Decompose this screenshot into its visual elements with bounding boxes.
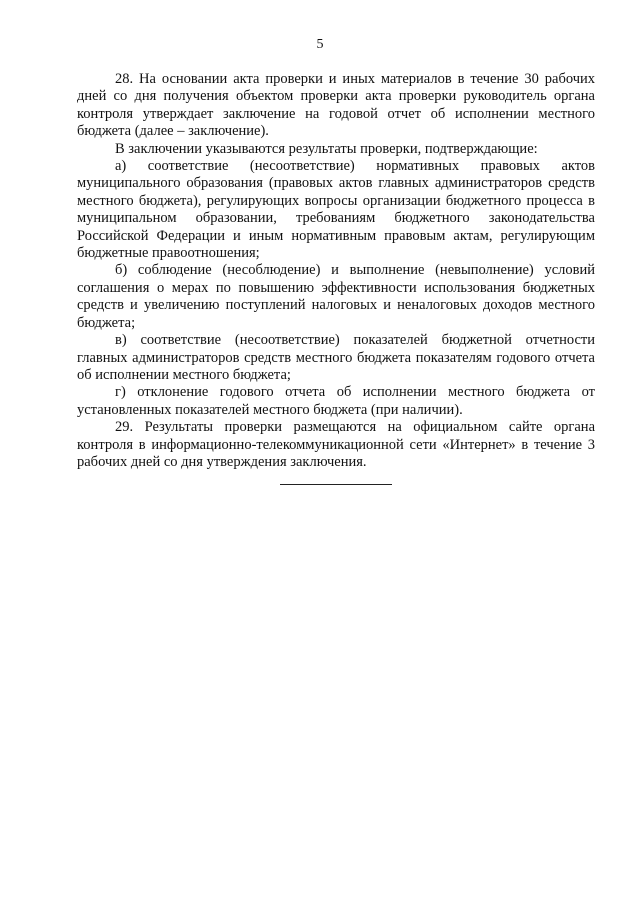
paragraph-29: 29. Результаты проверки размещаются на официальном сайте органа контроля в информационно-телекоммуникационной сети «Интернет» в течение 3 рабочих дней со дня утверждения заключения.: [77, 419, 595, 470]
paragraph-item-g: г) отклонение годового отчета об исполнении местного бюджета от установленных показателей местного бюджета (при наличии).: [77, 384, 595, 418]
page-number: 5: [316, 37, 324, 52]
paragraph-item-a: а) соответствие (несоответствие) нормативных правовых актов муниципального образования (правовых актов главных администраторов средств местного бюджета), регулирующих вопросы организации бюджетного процесса в муниципальном образовании, требованиям бюджетного законодательства Российской Федерации и иным нормативным правовым актам, регулирующим бюджетные правоотношения;: [77, 158, 595, 262]
paragraph-conclusion-intro: В заключении указываются результаты проверки, подтверждающие:: [115, 140, 538, 157]
end-of-text-rule: [280, 484, 392, 485]
paragraph-item-v: в) соответствие (несоответствие) показателей бюджетной отчетности главных администраторов средств местного бюджета показателям годового отчета об исполнении местного бюджета;: [77, 332, 595, 383]
paragraph-item-b: б) соблюдение (несоблюдение) и выполнение (невыполнение) условий соглашения о мерах по повышению эффективности использования бюджетных средств и увеличению поступлений налоговых и неналоговых доходов местного бюджета;: [77, 262, 595, 331]
paragraph-28: 28. На основании акта проверки и иных материалов в течение 30 рабочих дней со дня получения объектом проверки акта проверки руководитель органа контроля утверждает заключение на годовой отчет об исполнении местного бюджета (далее – заключение).: [77, 71, 595, 140]
document-body: [77, 71, 595, 471]
